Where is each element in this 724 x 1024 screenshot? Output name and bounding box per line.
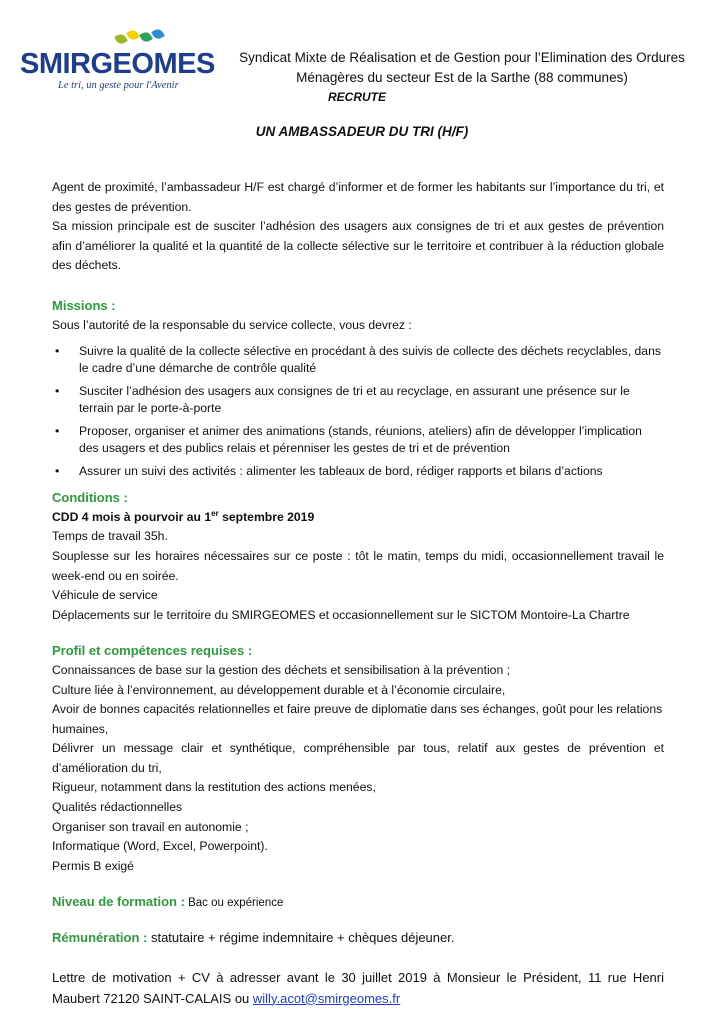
profil-line: Culture liée à l’environnement, au développement durable et à l’économie circulaire, [52, 682, 506, 697]
logo-tagline: Le tri, un geste pour l'Avenir [58, 80, 179, 91]
condition-line: Déplacements sur le territoire du SMIRGEOMES et occasionnellement sur le SICTOM Montoire-La Chartre [52, 607, 630, 622]
leaf-icon [126, 28, 140, 42]
footer-text: Lettre de motivation + CV à adresser avant le 30 juillet 2019 à Monsieur le Président, 11 rue Henri Maubert 72120 SAINT-CALAIS ou [52, 969, 664, 1006]
profil-line: Connaissances de base sur la gestion des déchets et sensibilisation à la prévention ; [52, 662, 510, 677]
footer-paragraph [52, 967, 664, 1009]
bullet-icon: • [55, 344, 60, 359]
intro-paragraph-1: Agent de proximité, l’ambassadeur H/F est chargé d’informer et de former les habitants sur l’importance du tri, et des gestes de prévention. [52, 180, 664, 214]
bullet-icon: • [55, 464, 60, 479]
job-title: UN AMBASSADEUR DU TRI (H/F) [255, 124, 469, 139]
intro-paragraph-2: Sa mission principale est de susciter l’adhésion des usagers aux consignes de tri et aux gestes de prévention afin d’améliorer la qualité et la quantité de la collecte sélective sur le territoire et contribuer à la réduction globale des déchets. [52, 219, 664, 273]
mission-text: Assurer un suivi des activités : alimenter les tableaux de bord, rédiger rapports et bilans d’actions [79, 464, 603, 479]
mission-text: Proposer, organiser et animer des animations (stands, réunions, ateliers) afin de développer l’implication des usagers et des publics relais et pérenniser les gestes de tri et de prévention [79, 424, 642, 456]
list-item [52, 383, 664, 417]
profil-line: Avoir de bonnes capacités relationnelles et faire preuve de diplomatie dans ses échanges, goût pour les relations humaines, [52, 702, 663, 736]
leaf-icon [114, 32, 128, 46]
contract-sup: er [211, 508, 219, 518]
logo-text: SMIRGEOMES [20, 48, 215, 80]
contract-pre: CDD 4 mois à pourvoir au 1 [52, 509, 212, 524]
formation-title: Niveau de formation : [52, 894, 185, 910]
list-item [52, 463, 664, 480]
conditions-title: Conditions : [52, 490, 128, 506]
mission-text: Suivre la qualité de la collecte sélective en procédant à des suivis de collecte des déchets recyclables, dans le cadre d’une démarche de contrôle qualité [79, 344, 661, 376]
document-body [52, 178, 664, 1009]
profil-line: Qualités rédactionnelles [52, 800, 183, 815]
remuneration-value: statutaire + régime indemnitaire + chèques déjeuner. [147, 930, 455, 946]
contract-line [52, 508, 664, 528]
bullet-icon: • [55, 384, 60, 399]
contract-post: septembre 2019 [218, 509, 315, 524]
profil-line: Informatique (Word, Excel, Powerpoint). [52, 839, 268, 854]
condition-line: Véhicule de service [52, 588, 158, 603]
condition-line: Temps de travail 35h. [52, 529, 168, 544]
list-item [52, 343, 664, 377]
missions-title: Missions : [52, 297, 116, 313]
formation-line [52, 892, 664, 914]
list-item [52, 423, 664, 457]
recrute-label: RECRUTE [327, 90, 386, 104]
formation-value: Bac ou expérience [184, 897, 284, 910]
org-name-line2: Ménagères du secteur Est de la Sarthe (88 communes) [296, 70, 628, 85]
leaf-icon [151, 27, 165, 41]
profil-line: Rigueur, notamment dans la restitution des actions menées, [52, 780, 376, 795]
profil-title: Profil et compétences requises : [52, 643, 253, 659]
profil-line: Organiser son travail en autonomie ; [52, 819, 249, 834]
smirgeomes-logo [20, 28, 215, 98]
org-name-line1: Syndicat Mixte de Réalisation et de Gestion pour l’Elimination des Ordures [239, 50, 685, 65]
condition-line: Souplesse sur les horaires nécessaires sur ce poste : tôt le matin, temps du midi, occasionnellement travail le week-end ou en soirée. [52, 548, 664, 583]
bullet-icon: • [55, 424, 60, 439]
email-link[interactable]: willy.acot@smirgeomes.fr [252, 990, 401, 1006]
mission-text: Susciter l’adhésion des usagers aux consignes de tri et au recyclage, en assurant une présence sur le terrain par le porte-à-porte [79, 384, 630, 416]
missions-lead: Sous l’autorité de la responsable du service collecte, vous devrez : [52, 317, 412, 332]
profil-line: Permis B exigé [52, 858, 134, 873]
remuneration-title: Rémunération : [52, 930, 148, 946]
remuneration-line [52, 928, 664, 949]
missions-list [52, 343, 664, 480]
profil-line: Délivrer un message clair et synthétique, compréhensible par tous, relatif aux gestes de prévention et d’amélioration du tri, [52, 741, 664, 775]
